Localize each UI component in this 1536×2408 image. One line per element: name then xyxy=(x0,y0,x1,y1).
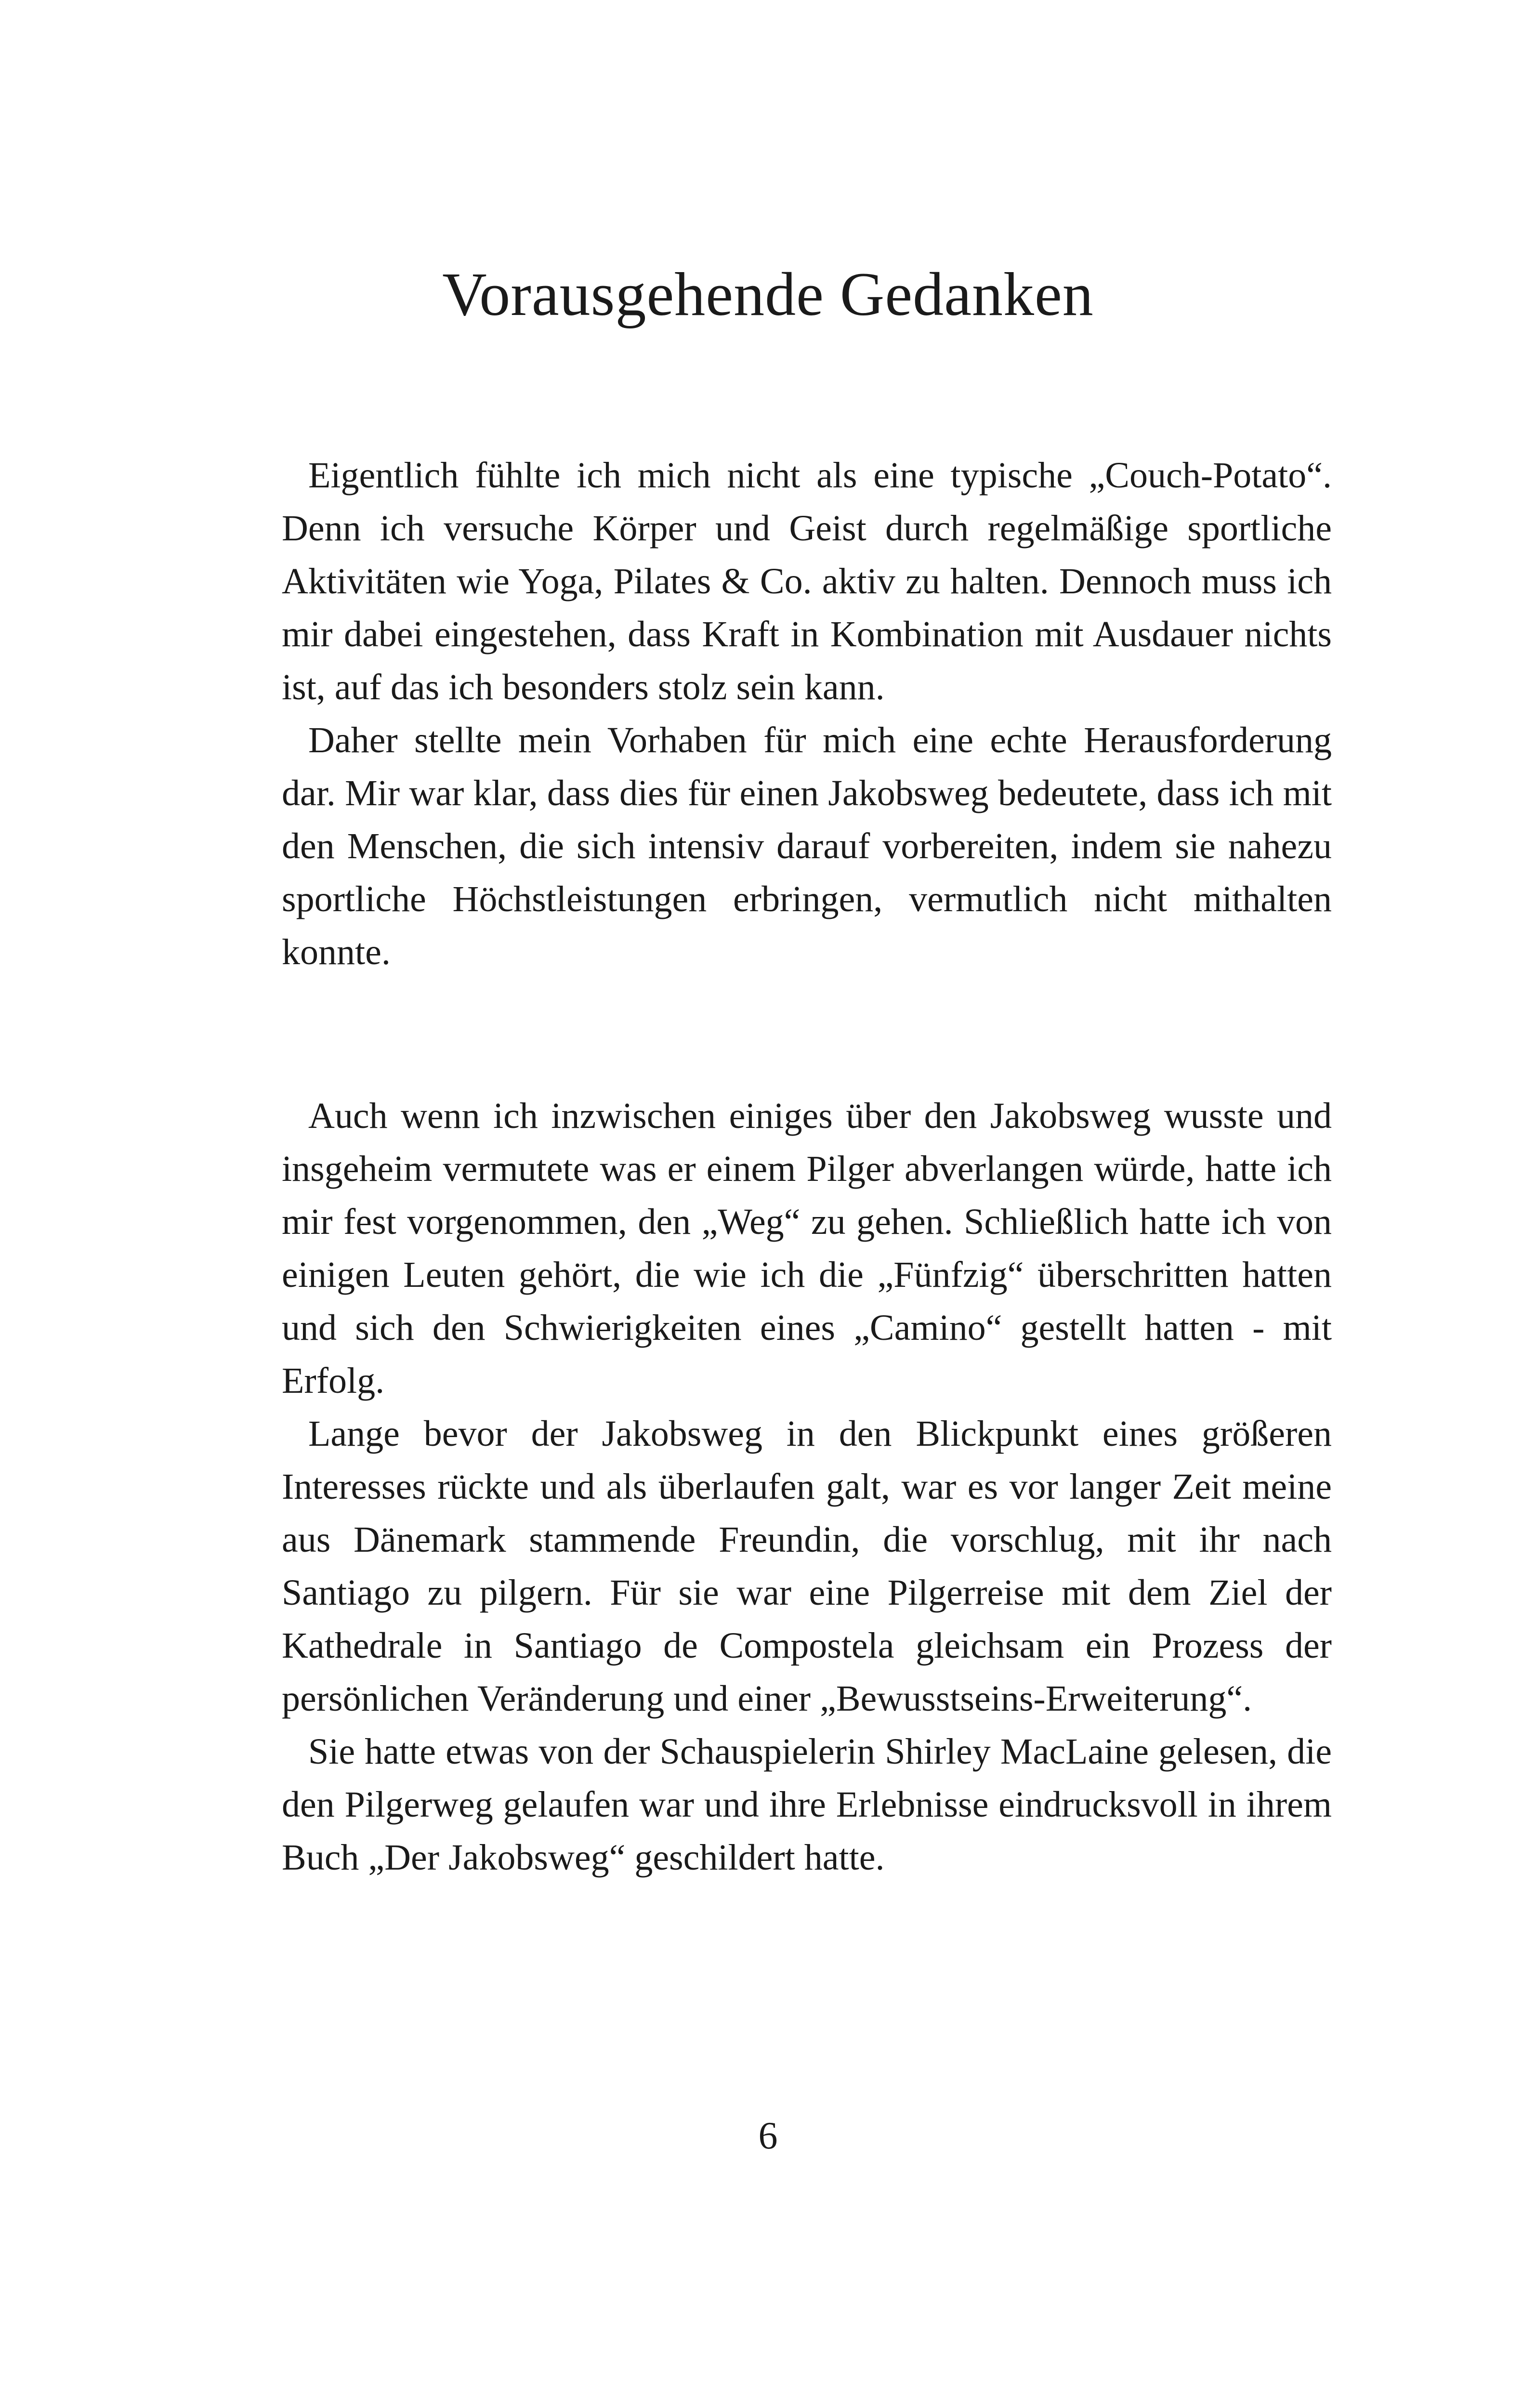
text-section-2 xyxy=(282,1089,1332,1884)
page-number: 6 xyxy=(758,2115,778,2157)
text-section-1 xyxy=(282,449,1332,979)
chapter-title: Vorausgehende Gedanken xyxy=(442,260,1094,328)
paragraph: Sie hatte etwas von der Schauspielerin Shirley MacLaine gelesen, die den Pilgerweg gelaufen war und ihre Erlebnisse eindrucksvoll in ihrem Buch „Der Jakobsweg“ geschildert hatte. xyxy=(282,1731,1332,1878)
paragraph: Eigentlich fühlte ich mich nicht als eine typische „Couch-Potato“. Denn ich versuche Körper und Geist durch regelmäßige sportliche Aktivitäten wie Yoga, Pilates & Co. aktiv zu halten. Dennoch muss ich mir dabei eingestehen, dass Kraft in Kombination mit Ausdauer nichts ist, auf das ich besonders stolz sein kann. xyxy=(282,455,1332,707)
paragraph: Daher stellte mein Vorhaben für mich eine echte Herausforderung dar. Mir war klar, dass dies für einen Jakobsweg bedeutete, dass ich mit den Menschen, die sich intensiv darauf vorbereiten, indem sie nahezu sportliche Höchstleistungen erbringen, vermutlich nicht mithalten konnte. xyxy=(282,720,1332,972)
paragraph: Lange bevor der Jakobsweg in den Blickpunkt eines größeren Interesses rückte und als überlaufen galt, war es vor langer Zeit meine aus Dänemark stammende Freundin, die vorschlug, mit ihr nach Santiago zu pilgern. Für sie war eine Pilgerreise mit dem Ziel der Kathedrale in Santiago de Compostela gleichsam ein Prozess der persönlichen Veränderung und einer „Bewusstseins-Erweiterung“. xyxy=(282,1413,1332,1719)
paragraph: Auch wenn ich inzwischen einiges über den Jakobsweg wusste und insgeheim vermutete was er einem Pilger abverlangen würde, hatte ich mir fest vorgenommen, den „Weg“ zu gehen. Schließlich hatte ich von einigen Leuten gehört, die wie ich die „Fünfzig“ überschritten hatten und sich den Schwierigkeiten eines „Camino“ gestellt hatten - mit Erfolg. xyxy=(282,1096,1332,1401)
